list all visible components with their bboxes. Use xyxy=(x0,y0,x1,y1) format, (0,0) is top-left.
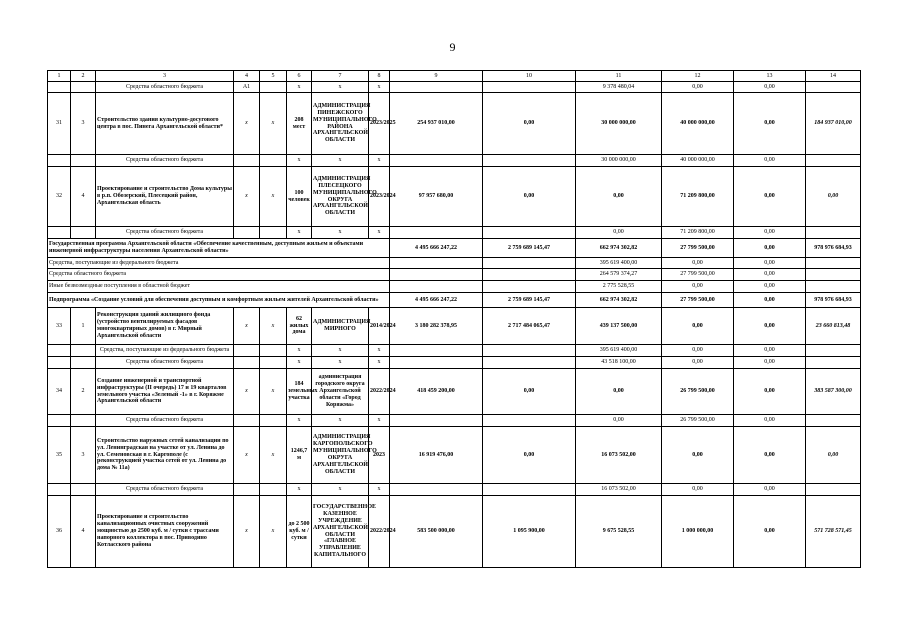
table-cell: АДМИНИСТРАЦИЯ КАРГОПОЛЬСКОГО МУНИЦИПАЛЬНОГО ОКРУГА АРХАНГЕЛЬСКОЙ ОБЛАСТИ xyxy=(312,427,369,484)
table-cell xyxy=(483,82,576,93)
table-cell: 0,00 xyxy=(734,269,806,281)
table-cell: 583 500 000,00 xyxy=(390,496,483,568)
col-num: 3 xyxy=(96,71,234,82)
table-cell: 0,00 xyxy=(734,308,806,345)
table-row xyxy=(48,269,861,281)
table-cell: Средства, поступающие из федерального бюджета xyxy=(96,345,234,357)
table-row xyxy=(48,415,861,427)
col-num: 9 xyxy=(390,71,483,82)
table-cell: Средства областного бюджета xyxy=(96,484,234,496)
table-cell: х xyxy=(260,167,287,227)
table-cell xyxy=(260,345,287,357)
table-cell: 26 799 500,00 xyxy=(662,369,734,415)
table-cell: 27 799 500,00 xyxy=(662,269,734,281)
col-num: 11 xyxy=(576,71,662,82)
table-cell: 27 799 500,00 xyxy=(662,239,734,258)
table-cell xyxy=(806,415,861,427)
table-cell: 0,00 xyxy=(734,239,806,258)
table-cell xyxy=(390,345,483,357)
table-cell xyxy=(806,281,861,293)
table-row xyxy=(48,93,861,155)
table-cell: х xyxy=(260,427,287,484)
table-cell: 0,00 xyxy=(576,369,662,415)
table-cell: 0,00 xyxy=(734,167,806,227)
table-cell: х xyxy=(234,167,260,227)
table-cell xyxy=(260,82,287,93)
table-cell xyxy=(483,484,576,496)
table-cell: х xyxy=(287,155,312,167)
table-cell xyxy=(234,357,260,369)
budget-table xyxy=(47,70,861,568)
table-cell: 0,00 xyxy=(483,93,576,155)
table-cell: 32 xyxy=(48,167,71,227)
table-cell xyxy=(71,227,96,239)
table-row xyxy=(48,369,861,415)
table-cell: х xyxy=(287,484,312,496)
table-cell: х xyxy=(234,427,260,484)
table-cell xyxy=(390,484,483,496)
table-cell: 978 976 684,93 xyxy=(806,239,861,258)
table-cell: Средства областного бюджета xyxy=(96,82,234,93)
table-cell: Строительство здания культурно-досугового центра в пос. Пинега Архангельской области* xyxy=(96,93,234,155)
table-cell: 9 675 528,55 xyxy=(576,496,662,568)
table-cell: 62 жилых дома xyxy=(287,308,312,345)
table-cell: 571 728 571,45 xyxy=(806,496,861,568)
table-cell: 34 xyxy=(48,369,71,415)
table-cell: 0,00 xyxy=(734,82,806,93)
table-cell: 4 xyxy=(71,167,96,227)
column-number-row xyxy=(48,71,861,82)
table-cell: 23 660 813,48 xyxy=(806,308,861,345)
table-cell: 0,00 xyxy=(576,415,662,427)
table-cell: 978 976 684,93 xyxy=(806,293,861,308)
table-cell: 4 495 666 247,22 xyxy=(390,293,483,308)
table-row xyxy=(48,427,861,484)
table-cell: х xyxy=(260,308,287,345)
table-cell xyxy=(390,415,483,427)
table-cell xyxy=(390,258,483,269)
col-num: 12 xyxy=(662,71,734,82)
table-cell: 40 000 000,00 xyxy=(662,93,734,155)
table-cell xyxy=(483,258,576,269)
table-cell: 184 937 010,00 xyxy=(806,93,861,155)
table-cell xyxy=(483,281,576,293)
table-cell: х xyxy=(287,82,312,93)
table-row xyxy=(48,293,861,308)
table-cell: 97 957 680,00 xyxy=(390,167,483,227)
table-cell: 0,00 xyxy=(734,496,806,568)
table-cell: 662 974 302,82 xyxy=(576,239,662,258)
table-cell: 2 xyxy=(71,369,96,415)
table-cell: х xyxy=(312,415,369,427)
table-cell: 0,00 xyxy=(734,155,806,167)
table-row xyxy=(48,345,861,357)
table-row xyxy=(48,155,861,167)
table-cell xyxy=(234,155,260,167)
table-row xyxy=(48,82,861,93)
table-cell xyxy=(390,82,483,93)
table-cell: х xyxy=(260,369,287,415)
table-cell: Иные безвозмездные поступления в областной бюджет xyxy=(48,281,390,293)
table-cell: Средства областного бюджета xyxy=(48,269,390,281)
table-cell xyxy=(48,357,71,369)
table-cell: 0,00 xyxy=(662,281,734,293)
table-cell xyxy=(806,345,861,357)
table-cell: х xyxy=(234,308,260,345)
table-cell: х xyxy=(369,227,390,239)
table-cell: х xyxy=(260,496,287,568)
table-cell: 35 xyxy=(48,427,71,484)
table-cell xyxy=(390,227,483,239)
table-cell: 0,00 xyxy=(734,293,806,308)
table-cell: 43 518 100,00 xyxy=(576,357,662,369)
table-cell: х xyxy=(369,484,390,496)
table-cell: х xyxy=(234,93,260,155)
table-row xyxy=(48,239,861,258)
table-cell: 1246,7 м xyxy=(287,427,312,484)
table-cell xyxy=(806,82,861,93)
table-cell: 0,00 xyxy=(483,167,576,227)
table-cell: 2 759 689 145,47 xyxy=(483,293,576,308)
table-cell xyxy=(483,415,576,427)
table-cell: 0,00 xyxy=(662,357,734,369)
table-cell: Средства областного бюджета xyxy=(96,415,234,427)
table-cell: х xyxy=(312,345,369,357)
table-cell: 0,00 xyxy=(662,427,734,484)
table-cell: х xyxy=(369,357,390,369)
table-cell: 1 xyxy=(71,308,96,345)
table-cell: Проектирование и строительство Дома культуры в р.п. Обозерский, Плесецкий район, Архангельская область xyxy=(96,167,234,227)
table-row xyxy=(48,484,861,496)
table-cell xyxy=(234,227,260,239)
table-cell: 0,00 xyxy=(662,82,734,93)
table-cell: 3 xyxy=(71,427,96,484)
table-cell: х xyxy=(369,415,390,427)
table-cell: 184 земельных участка xyxy=(287,369,312,415)
table-cell: 0,00 xyxy=(483,369,576,415)
table-cell xyxy=(48,415,71,427)
table-cell xyxy=(48,484,71,496)
table-row xyxy=(48,357,861,369)
table-row xyxy=(48,281,861,293)
table-cell xyxy=(260,227,287,239)
table-cell: 264 579 374,27 xyxy=(576,269,662,281)
table-cell xyxy=(483,345,576,357)
table-cell: Государственная программа Архангельской области «Обеспечение качественным, доступным жильем и объектами инженерной инфраструктуры населения Архангельской области» xyxy=(48,239,390,258)
table-cell: 208 мест xyxy=(287,93,312,155)
table-cell: х xyxy=(287,345,312,357)
col-num: 14 xyxy=(806,71,861,82)
table-cell xyxy=(48,82,71,93)
table-cell: х xyxy=(287,415,312,427)
col-num: 1 xyxy=(48,71,71,82)
table-cell: 383 587 300,00 xyxy=(806,369,861,415)
table-cell: х xyxy=(369,82,390,93)
table-cell: 0,00 xyxy=(734,281,806,293)
table-cell xyxy=(234,484,260,496)
table-cell: 0,00 xyxy=(734,345,806,357)
table-cell: 26 799 500,00 xyxy=(662,415,734,427)
table-cell xyxy=(806,227,861,239)
table-cell: Реконструкция зданий жилищного фонда (устройство вентилируемых фасадов многоквартирных домов) в г. Мирный Архангельской области xyxy=(96,308,234,345)
table-row xyxy=(48,167,861,227)
table-cell xyxy=(71,415,96,427)
table-cell: х xyxy=(312,155,369,167)
table-cell xyxy=(71,155,96,167)
table-cell xyxy=(48,155,71,167)
table-cell: х xyxy=(369,345,390,357)
table-cell: 0,00 xyxy=(806,427,861,484)
table-cell: 4 xyxy=(71,496,96,568)
table-cell: х xyxy=(287,357,312,369)
table-cell: х xyxy=(260,93,287,155)
table-cell: 3 180 282 378,95 xyxy=(390,308,483,345)
table-cell xyxy=(71,345,96,357)
table-cell: 0,00 xyxy=(734,369,806,415)
table-cell: АДМИНИСТРАЦИЯ ПИНЕЖСКОГО МУНИЦИПАЛЬНОГО РАЙОНА АРХАНГЕЛЬСКОЙ ОБЛАСТИ xyxy=(312,93,369,155)
table-cell: 2 775 528,55 xyxy=(576,281,662,293)
table-cell: х xyxy=(312,357,369,369)
table-cell: АДМИНИСТРАЦИЯ МИРНОГО xyxy=(312,308,369,345)
table-cell: 0,00 xyxy=(734,484,806,496)
table-cell: 16 073 502,00 xyxy=(576,427,662,484)
table-cell: Средства, поступающие из федерального бюджета xyxy=(48,258,390,269)
table-row xyxy=(48,227,861,239)
table-cell: 2023 xyxy=(369,427,390,484)
table-cell xyxy=(71,357,96,369)
table-cell: 439 137 500,00 xyxy=(576,308,662,345)
table-cell: 0,00 xyxy=(576,167,662,227)
table-cell: 30 000 000,00 xyxy=(576,93,662,155)
table-cell: ГОСУДАРСТВЕННОЕ КАЗЕННОЕ УЧРЕЖДЕНИЕ АРХАНГЕЛЬСКОЙ ОБЛАСТИ «ГЛАВНОЕ УПРАВЛЕНИЕ КАПИТАЛЬНОГО xyxy=(312,496,369,568)
table-cell: 2014/2024 xyxy=(369,308,390,345)
table-cell: х xyxy=(369,155,390,167)
table-cell xyxy=(806,357,861,369)
table-cell: 0,00 xyxy=(806,167,861,227)
table-row xyxy=(48,496,861,568)
table-cell: 2 717 484 065,47 xyxy=(483,308,576,345)
table-cell: Средства областного бюджета xyxy=(96,357,234,369)
col-num: 10 xyxy=(483,71,576,82)
table-cell: 0,00 xyxy=(734,227,806,239)
table-cell: х xyxy=(312,82,369,93)
col-num: 13 xyxy=(734,71,806,82)
table-cell xyxy=(71,82,96,93)
table-cell: 2022/2024 xyxy=(369,496,390,568)
table-cell xyxy=(234,415,260,427)
table-cell: Строительство наружных сетей канализации по ул. Ленинградская на участке от ул. Ленина до ул. Семеновская в г. Каргополе (с реконструкцией участка сетей от ул. Ленина до дома № 11а) xyxy=(96,427,234,484)
table-cell: 71 209 800,00 xyxy=(662,167,734,227)
table-cell: 31 xyxy=(48,93,71,155)
table-cell: 2022/2024 xyxy=(369,369,390,415)
table-cell xyxy=(48,345,71,357)
table-cell: А1 xyxy=(234,82,260,93)
table-cell xyxy=(71,484,96,496)
table-cell: АДМИНИСТРАЦИЯ ПЛЕСЕЦКОГО МУНИЦИПАЛЬНОГО ОКРУГА АРХАНГЕЛЬСКОЙ ОБЛАСТИ xyxy=(312,167,369,227)
table-cell: 16 073 502,00 xyxy=(576,484,662,496)
table-cell: 9 378 480,04 xyxy=(576,82,662,93)
table-cell xyxy=(806,484,861,496)
table-cell: до 2 500 куб. м / сутки xyxy=(287,496,312,568)
table-cell: 33 xyxy=(48,308,71,345)
table-cell: 2 759 689 145,47 xyxy=(483,239,576,258)
table-cell xyxy=(260,357,287,369)
table-cell: Проектирование и строительство канализационных очистных сооружений мощностью до 2500 куб. м / сутки с трассами напорного коллектора в пос. Приводино Котласского района xyxy=(96,496,234,568)
table-row xyxy=(48,308,861,345)
table-cell: 36 xyxy=(48,496,71,568)
table-cell: 16 919 476,00 xyxy=(390,427,483,484)
table-cell xyxy=(260,155,287,167)
table-cell: Создание инженерной и транспортной инфраструктуры (II очередь) 17 и 19 кварталов земельного участка «Зеленый -1» в г. Коряжме Архангельской области xyxy=(96,369,234,415)
table-cell: 395 619 400,00 xyxy=(576,258,662,269)
table-cell: 0,00 xyxy=(734,415,806,427)
table-cell xyxy=(390,357,483,369)
table-cell: 40 000 000,00 xyxy=(662,155,734,167)
table-cell: 100 человек xyxy=(287,167,312,227)
table-cell: х xyxy=(312,484,369,496)
table-cell: 3 xyxy=(71,93,96,155)
table-cell xyxy=(390,281,483,293)
table-cell xyxy=(390,155,483,167)
table-cell: 2023/2024 xyxy=(369,167,390,227)
table-cell: х xyxy=(312,227,369,239)
table-cell xyxy=(806,258,861,269)
table-cell: 0,00 xyxy=(662,308,734,345)
col-num: 5 xyxy=(260,71,287,82)
table-cell xyxy=(806,155,861,167)
col-num: 7 xyxy=(312,71,369,82)
table-cell: 254 937 010,00 xyxy=(390,93,483,155)
col-num: 8 xyxy=(369,71,390,82)
col-num: 6 xyxy=(287,71,312,82)
col-num: 4 xyxy=(234,71,260,82)
table-cell: Средства областного бюджета xyxy=(96,227,234,239)
table-cell: администрация городского округа Архангельской области «Город Коряжма» xyxy=(312,369,369,415)
col-num: 2 xyxy=(71,71,96,82)
table-cell: 0,00 xyxy=(483,427,576,484)
table-cell xyxy=(48,227,71,239)
table-cell xyxy=(390,269,483,281)
table-cell: 0,00 xyxy=(662,345,734,357)
table-cell xyxy=(260,415,287,427)
table-cell xyxy=(806,269,861,281)
table-cell: Подпрограмма «Создание условий для обеспечения доступным и комфортным жильем жителей Архангельской области» xyxy=(48,293,390,308)
table-cell xyxy=(260,484,287,496)
table-cell: 4 495 666 247,22 xyxy=(390,239,483,258)
table-cell: 1 095 900,00 xyxy=(483,496,576,568)
table-cell: 1 000 000,00 xyxy=(662,496,734,568)
table-cell: 0,00 xyxy=(734,93,806,155)
table-cell xyxy=(483,269,576,281)
table-cell: 30 000 000,00 xyxy=(576,155,662,167)
table-cell: 0,00 xyxy=(734,427,806,484)
table-cell: 0,00 xyxy=(734,258,806,269)
table-cell: х xyxy=(234,369,260,415)
page-number: 9 xyxy=(449,40,456,54)
table-cell: 0,00 xyxy=(576,227,662,239)
table-body xyxy=(48,71,861,568)
table-cell xyxy=(483,357,576,369)
table-cell xyxy=(483,227,576,239)
table-cell xyxy=(234,345,260,357)
table-cell: х xyxy=(234,496,260,568)
table-cell: 0,00 xyxy=(734,357,806,369)
table-cell: 71 209 800,00 xyxy=(662,227,734,239)
table-cell: 395 619 400,00 xyxy=(576,345,662,357)
table-cell: 418 459 200,00 xyxy=(390,369,483,415)
table-row xyxy=(48,258,861,269)
table-cell: 2023/2025 xyxy=(369,93,390,155)
table-cell: 27 799 500,00 xyxy=(662,293,734,308)
table-cell: 0,00 xyxy=(662,258,734,269)
table-cell xyxy=(483,155,576,167)
table-cell: 662 974 302,82 xyxy=(576,293,662,308)
table-cell: х xyxy=(287,227,312,239)
table-cell: Средства областного бюджета xyxy=(96,155,234,167)
table-cell: 0,00 xyxy=(662,484,734,496)
